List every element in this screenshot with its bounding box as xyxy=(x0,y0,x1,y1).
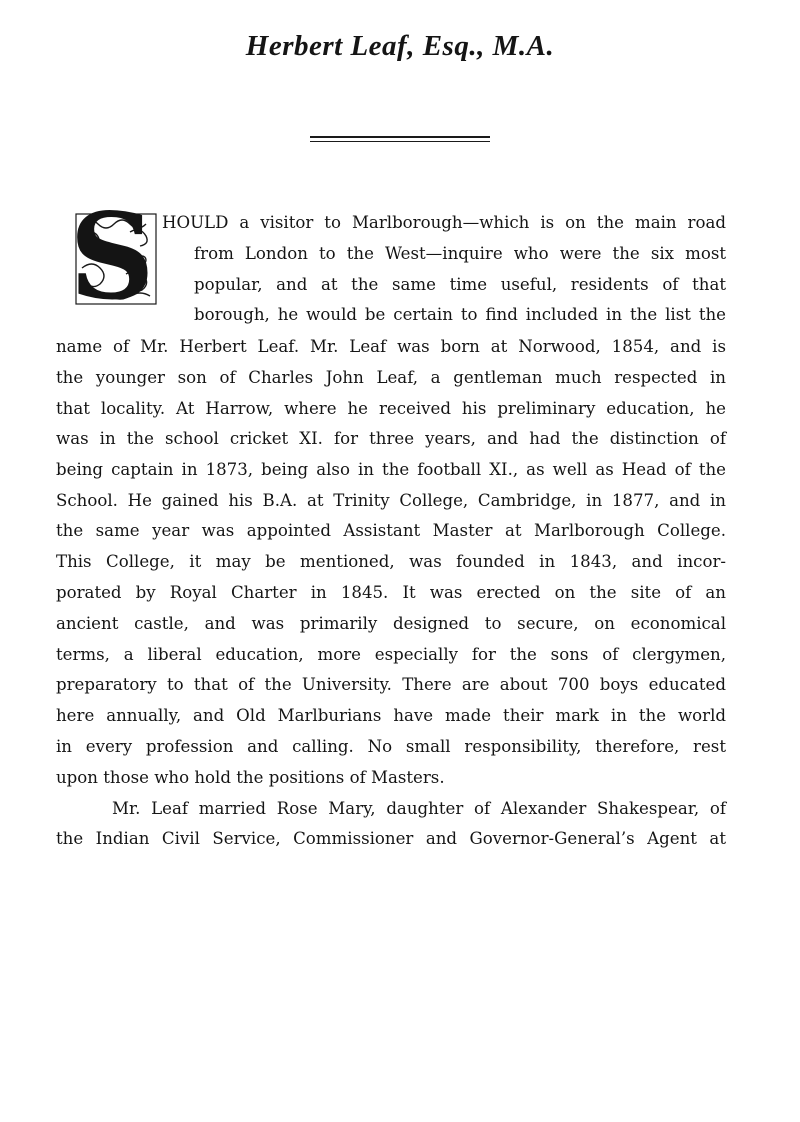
dropcap-letter: S xyxy=(69,208,155,310)
text-line: the same year was appointed Assistant Master at Marlborough College. xyxy=(56,521,726,540)
text-line: that locality. At Harrow, where he received his preliminary education, he xyxy=(56,399,726,418)
text-line: name of Mr. Herbert Leaf. Mr. Leaf was born at Norwood, 1854, and is xyxy=(56,337,726,356)
text-line: here annually, and Old Marlburians have made their mark in the world xyxy=(56,706,726,725)
text-line: Mr. Leaf married Rose Mary, daughter of Alexander Shakespear, of xyxy=(112,799,726,818)
text-line: terms, a liberal education, more especially for the sons of clergymen, xyxy=(56,645,726,664)
decorated-initial-s xyxy=(60,208,178,310)
page-title: Herbert Leaf, Esq., M.A. xyxy=(245,30,555,62)
text-line: the Indian Civil Service, Commissioner and Governor-General’s Agent at xyxy=(56,829,726,848)
text-line: ancient castle, and was primarily designed to secure, on economical xyxy=(56,614,726,633)
text-line: being captain in 1873, being also in the football XI., as well as Head of the xyxy=(56,460,726,479)
title-rule-bottom xyxy=(310,141,490,142)
text-line: the younger son of Charles John Leaf, a gentleman much respected in xyxy=(56,368,726,387)
text-line: HOULD a visitor to Marlborough—which is on the main road xyxy=(162,213,726,232)
text-line: borough, he would be certain to find included in the list the xyxy=(194,305,726,324)
text-line: upon those who hold the positions of Masters. xyxy=(56,768,445,787)
text-line: was in the school cricket XI. for three years, and had the distinction of xyxy=(56,429,726,448)
text-line: preparatory to that of the University. There are about 700 boys educated xyxy=(56,675,726,694)
text-line: porated by Royal Charter in 1845. It was erected on the site of an xyxy=(56,583,726,602)
text-line: This College, it may be mentioned, was founded in 1843, and incor- xyxy=(56,552,726,571)
text-line: in every profession and calling. No small responsibility, therefore, rest xyxy=(56,737,726,756)
text-line: popular, and at the same time useful, residents of that xyxy=(194,275,726,294)
text-line: from London to the West—inquire who were the six most xyxy=(194,244,726,263)
text-line: School. He gained his B.A. at Trinity College, Cambridge, in 1877, and in xyxy=(56,491,726,510)
title-rule-top xyxy=(310,136,490,138)
